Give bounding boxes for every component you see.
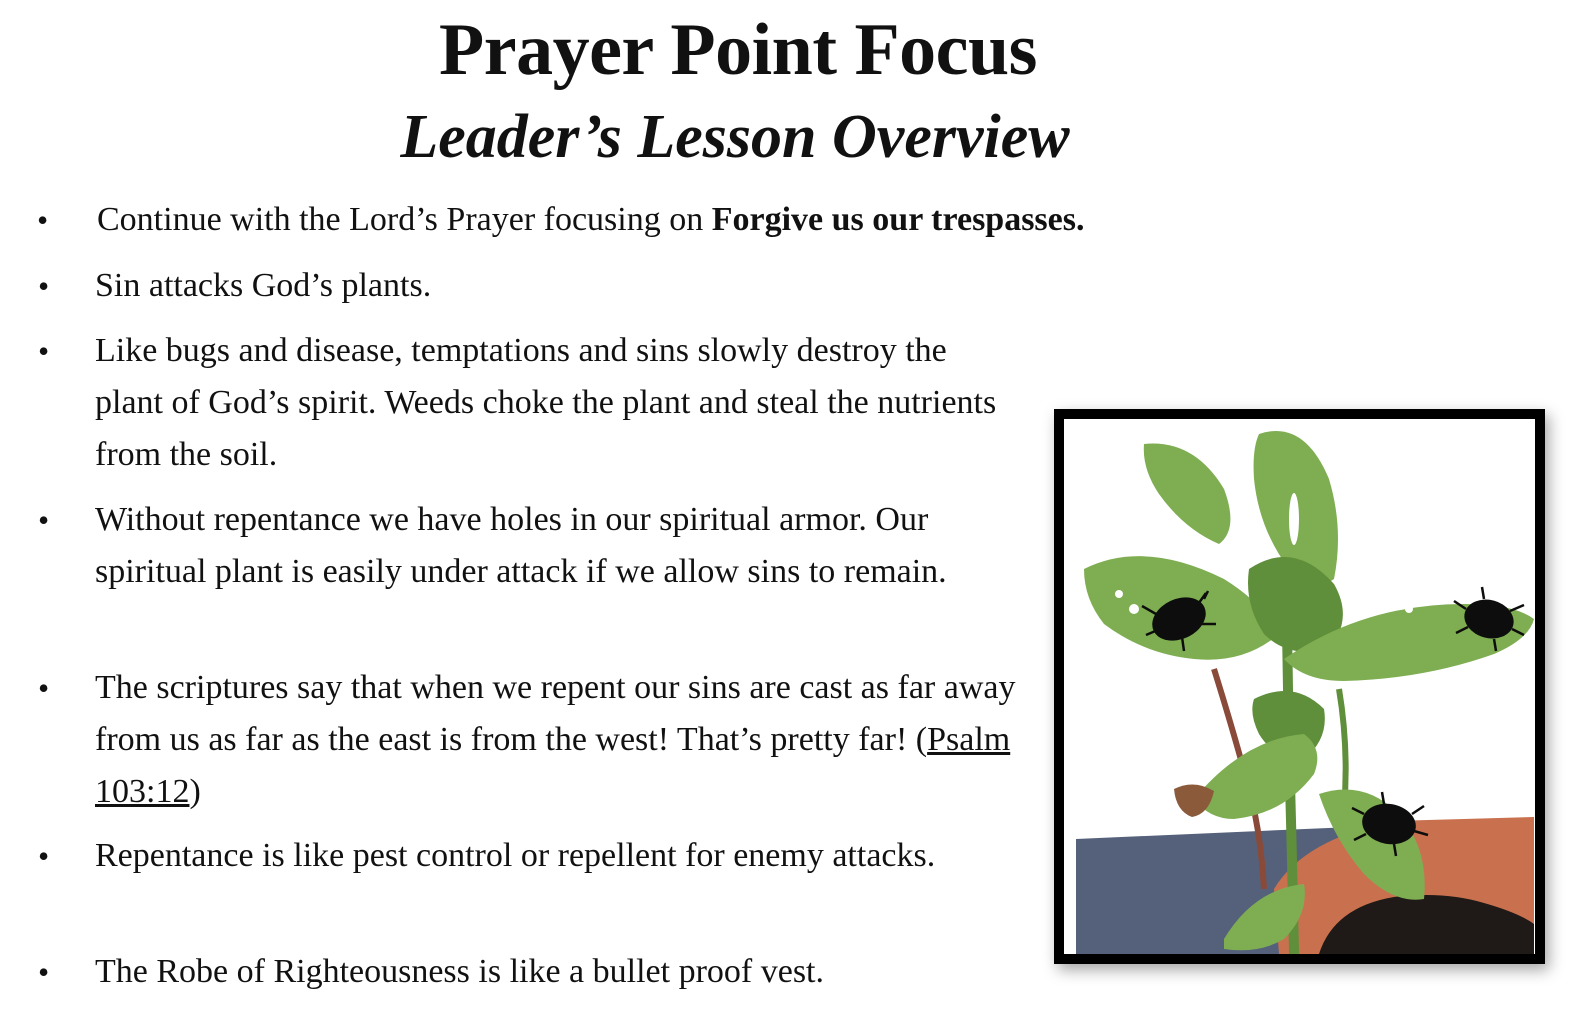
bullet-item-repentance-armor bbox=[95, 494, 1015, 598]
bullet-item-lords-prayer bbox=[97, 194, 1397, 246]
leaf-hole bbox=[1405, 605, 1413, 613]
bullet-item-robe-of-righteousness bbox=[95, 946, 995, 998]
bullet-text: Repentance is like pest control or repellent for enemy attacks. bbox=[95, 837, 936, 874]
page-subtitle: Leader’s Lesson Overview bbox=[400, 103, 1070, 171]
leaf-hole bbox=[1115, 590, 1123, 598]
leaf-lower-left bbox=[1194, 734, 1317, 819]
plant-illustration bbox=[1064, 419, 1535, 954]
bullet-text: Without repentance we have holes in our spiritual armor. Our spiritual plant is easily under attack if we allow sins to remain. bbox=[95, 501, 947, 590]
leaf-dry-left bbox=[1174, 784, 1214, 817]
leaf-top-left bbox=[1144, 444, 1231, 544]
scripture-reference-link[interactable]: Psalm 103:12 bbox=[95, 721, 1011, 810]
bullet-text-end: ) bbox=[189, 773, 201, 810]
bullet-text: Like bugs and disease, temptations and sins slowly destroy the plant of God’s spirit. Weeds choke the plant and steal the nutrients from the soil. bbox=[95, 332, 997, 473]
plant-bugs-photo bbox=[1054, 409, 1545, 964]
bullet-text: Continue with the Lord’s Prayer focusing on bbox=[97, 201, 712, 238]
bullet-text: The scriptures say that when we repent our sins are cast as far away from us as far as the east is from the west! That’s pretty far! ( bbox=[95, 669, 1016, 758]
bullet-item-sin-attacks bbox=[95, 260, 995, 312]
bullet-item-east-from-west bbox=[95, 662, 1025, 818]
bullet-item-bugs-and-disease bbox=[95, 325, 1015, 481]
bullet-emphasis: Forgive us our trespasses. bbox=[711, 201, 1085, 238]
leaf-hole bbox=[1129, 604, 1139, 614]
leaf-hole bbox=[1289, 493, 1299, 545]
bullet-item-pest-control bbox=[95, 830, 955, 882]
page-title: Prayer Point Focus bbox=[439, 9, 1037, 91]
bullet-text: Sin attacks God’s plants. bbox=[95, 267, 432, 304]
bullet-text: The Robe of Righteousness is like a bullet proof vest. bbox=[95, 953, 824, 990]
